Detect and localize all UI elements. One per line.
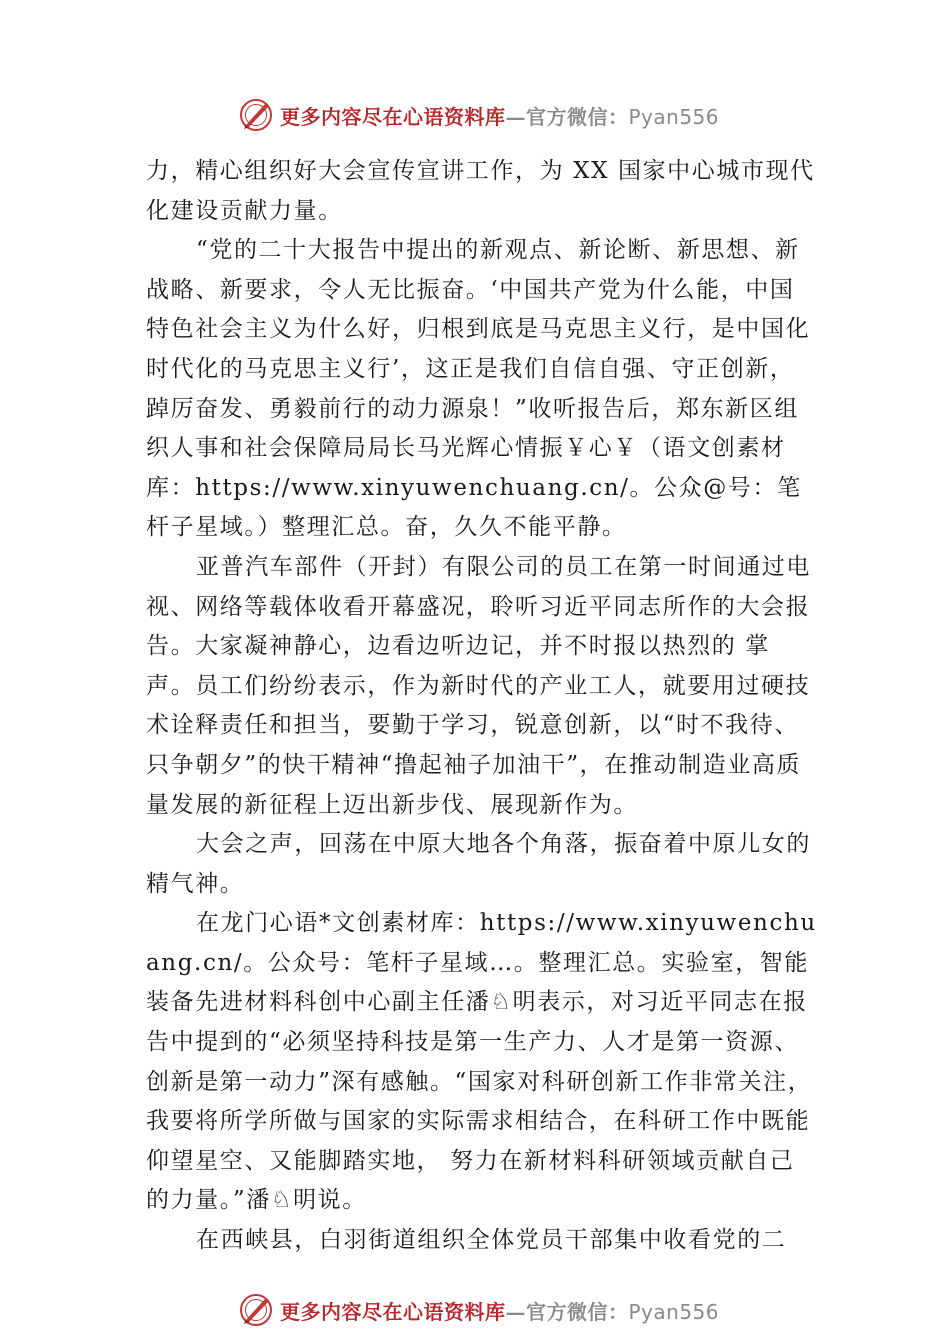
footer-banner	[238, 1290, 758, 1330]
banner-wechat-id: Pyan556	[628, 1299, 720, 1324]
banner-wechat-id: Pyan556	[628, 104, 720, 129]
pen-logo-icon	[238, 97, 274, 133]
banner-title: 更多内容尽在心语资料库	[280, 1299, 506, 1324]
banner-label: —官方微信：	[505, 1299, 629, 1324]
paragraph: “党的二十大报告中提出的新观点、新论断、新思想、新战略、新要求，令人无比振奋。‘中国共产党为什么能，中国特色社会主义为什么好，归根到底是马克思主义行，是中国化时代化的马克思主义行’，这正是我们自信自强、守正创新，踔厉奋发、勇毅前行的动力源泉！”收听报告后，郑东新区组织人事和社会保障局局长马光辉心情振￥心￥（语文创素材库：https://www.xinyuwenchuang.cn/。公众@号：笔杆子星域。）整理汇总。奋，久久不能平静。	[146, 237, 811, 541]
paragraph: 亚普汽车部件（开封）有限公司的员工在第一时间通过电视、网络等载体收看开幕盛况，聆听习近平同志所作的大会报告。大家凝神静心，边看边听边记，并不时报以热烈的 掌声。员工们纷纷表示，作为新时代的产业工人，就要用过硬技术诠释责任和担当，要勤于学习，锐意创新，以“时不我待、只争朝夕”的快干精神“撸起袖子加油干”，在推动制造业高质量发展的新征程上迈出新步伐、展现新作为。	[146, 553, 811, 818]
pen-logo-icon	[238, 1292, 274, 1328]
header-banner	[238, 95, 758, 135]
banner-label: —官方微信：	[505, 104, 629, 129]
paragraph: 在西峡县，白羽街道组织全体党员干部集中收看党的二	[196, 1227, 787, 1254]
paragraph: 大会之声，回荡在中原大地各个角落，振奋着中原儿女的精气神。	[146, 831, 811, 897]
document-body	[146, 152, 818, 1261]
paragraph: 力，精心组织好大会宣传宣讲工作，为 XX 国家中心城市现代化建设贡献力量。	[146, 158, 815, 224]
banner-title: 更多内容尽在心语资料库	[280, 104, 506, 129]
paragraph: 在龙门心语*文创素材库：https://www.xinyuwenchuang.cn/。公众号：笔杆子星域…。整理汇总。实验室，智能装备先进材料科创中心副主任潘♘明表示，对习近平同志在报告中提到的“必须坚持科技是第一生产力、人才是第一资源、创新是第一动力”深有感触。“国家对科研创新工作非常关注，我要将所学所做与国家的实际需求相结合，在科研工作中既能仰望星空、又能脚踏实地， 努力在新材料科研领域贡献自己的力量。”潘♘明说。	[146, 910, 817, 1214]
